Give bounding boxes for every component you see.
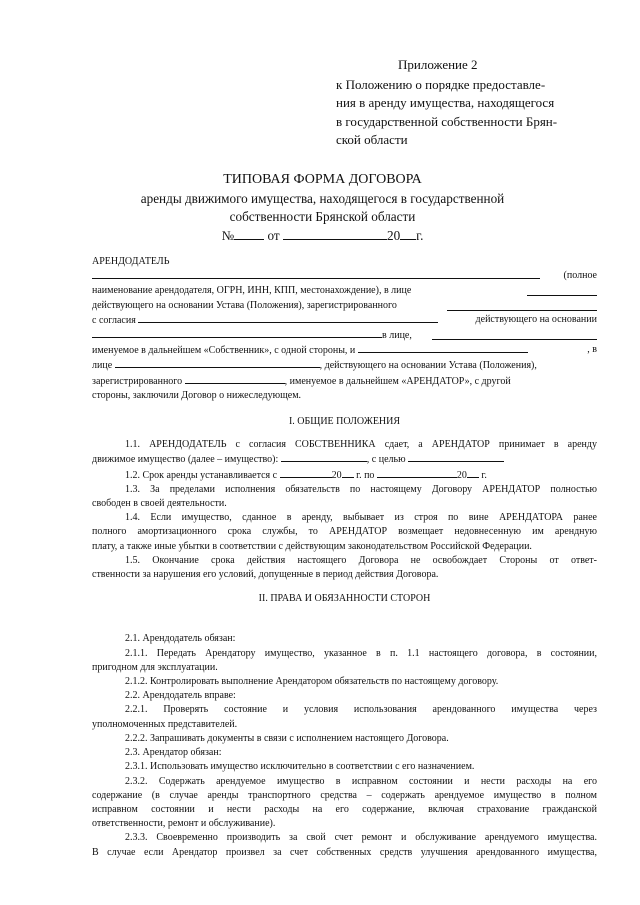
text-line: движимое имущество (далее – имущество): , с целью	[92, 452, 597, 467]
text-line: 2.2.2. Запрашивать документы в связи с исполнением настоящего Договора.	[125, 732, 449, 744]
text-line: уполномоченных представителей.	[92, 718, 238, 730]
text-line: 2.3. Арендатор обязан:	[125, 747, 222, 759]
text-line: 1.5. Окончание срока действия настоящего Договора не освобождает Стороны от ответ-	[125, 554, 597, 566]
text-line: 1.3. За пределами исполнения обязательств по настоящему Договору АРЕНДАТОР полностью	[125, 483, 597, 495]
text-line: стороны, заключили Договор о нижеследующем.	[92, 389, 302, 401]
form-title: ТИПОВАЯ ФОРМА ДОГОВОРА	[223, 172, 422, 187]
blank-field[interactable]	[138, 313, 438, 323]
text-line: свободен в своей деятельности.	[92, 498, 227, 510]
text-line: с согласия действующего на основании	[92, 313, 597, 326]
blank-field[interactable]	[115, 358, 320, 368]
appendix-line: в государственной собственности Брян-	[336, 113, 558, 129]
text-line: ответственности, ремонт и обслуживание).	[92, 818, 276, 830]
contract-number-line	[95, 227, 550, 246]
blank-field[interactable]	[281, 452, 367, 462]
text-line: 2.2. Арендодатель вправе:	[125, 690, 236, 702]
text-line: 2.3.2. Содержать арендуемое имущество в исправном состоянии и нести расходы на его	[125, 775, 597, 787]
text-line: действующего на основании Устава (Положения), зарегистрированного	[92, 299, 597, 313]
blank-field[interactable]	[432, 330, 597, 340]
blank-field[interactable]	[92, 328, 382, 338]
text-line: в лице,	[92, 328, 597, 343]
year-label: 20	[386, 227, 401, 243]
text-line: 2.2.1. Проверять состояние и условия использования арендованного имущества через	[125, 704, 597, 716]
text-line: 2.3.1. Использовать имущество исключительно в соответствии с его назначением.	[125, 761, 475, 773]
appendix-line: ской области	[336, 132, 408, 147]
text-line: В случае если Арендатор произвел за счет собственных средств улучшения арендованного имущества,	[92, 846, 597, 858]
text-line: 1.2. Срок аренды устанавливается с 20 г. по 20 г.	[125, 469, 487, 481]
text-line: исправном состоянии и нести расходы на его содержание, включая страхование гражданской	[92, 803, 597, 815]
form-title-block	[95, 171, 550, 245]
blank-field[interactable]	[342, 468, 354, 478]
blank-field[interactable]	[527, 286, 597, 296]
appendix-title: Приложение 2	[398, 57, 478, 72]
appendix-line: ния в аренду имущества, находящегося	[336, 95, 555, 110]
text-line: 2.1.2. Контролировать выполнение Арендатором обязательств по настоящему договору.	[125, 676, 499, 688]
text-line: 1.4. Если имущество, сданное в аренду, выбывает из строя по вине АРЕНДАТОРА ранее	[125, 512, 597, 524]
number-label: №	[221, 227, 235, 243]
text-line: полного амортизационного срока службы, то АРЕНДАТОР возмещает недовнесенную им арендную	[92, 526, 597, 538]
form-subtitle: собственности Брянской области	[229, 209, 416, 224]
year-suffix: г.	[416, 227, 424, 243]
blank-field[interactable]	[377, 468, 457, 478]
lessor-label: АРЕНДОДАТЕЛЬ	[92, 256, 170, 267]
text-line: именуемое в дальнейшем «Собственник», с одной стороны, и , в	[92, 344, 597, 357]
blank-field[interactable]	[185, 374, 285, 384]
text-line: 2.3.3. Своевременно производить за свой счет ремонт и обслуживание арендуемого имущества.	[125, 832, 597, 844]
blank-field[interactable]	[447, 301, 597, 311]
blank-field[interactable]	[280, 468, 332, 478]
blank-field[interactable]	[283, 230, 387, 240]
date-label: от	[267, 227, 280, 243]
blank-field[interactable]	[400, 230, 416, 240]
appendix-line: к Положению о порядке предоставле-	[336, 76, 546, 92]
text-line: содержание (в случае аренды транспортного средства – содержать арендуемое имущество в полном	[92, 789, 597, 801]
contract-body	[92, 255, 597, 860]
blank-field[interactable]	[234, 230, 264, 240]
text-line: ственности за нарушения его условий, допущенные в период действия Договора.	[92, 569, 439, 581]
text-line: зарегистрированного , именуемое в дальнейшем «АРЕНДАТОР», с другой	[92, 375, 511, 387]
appendix-block	[336, 56, 596, 150]
text-line: пригодном для эксплуатации.	[92, 661, 218, 673]
text-line: (полное	[92, 269, 597, 284]
text-line: 2.1. Арендодатель обязан:	[125, 633, 236, 645]
text-line: 1.1. АРЕНДОДАТЕЛЬ с согласия СОБСТВЕННИКА сдает, а АРЕНДАТОР принимает в аренду	[125, 439, 597, 451]
text-line: наименование арендодателя, ОГРН, ИНН, КПП, местонахождение), в лице	[92, 284, 597, 298]
blank-field[interactable]	[467, 468, 479, 478]
text-line: плату, а также иные убытки в соответствии с действующим законодательством Российской Федерации.	[92, 540, 532, 552]
text-line: лице , действующего на основании Устава (Положения),	[92, 360, 537, 372]
section-heading: I. ОБЩИЕ ПОЛОЖЕНИЯ	[288, 416, 401, 428]
blank-field[interactable]	[358, 343, 528, 353]
blank-field[interactable]	[408, 452, 504, 462]
section-heading: II. ПРАВА И ОБЯЗАННОСТИ СТОРОН	[258, 593, 431, 605]
form-subtitle: аренды движимого имущества, находящегося в государственной	[140, 190, 505, 206]
text-line: 2.1.1. Передать Арендатору имущество, указанное в п. 1.1 настоящего договора, в состоянии,	[125, 647, 597, 659]
blank-field[interactable]	[92, 269, 540, 279]
